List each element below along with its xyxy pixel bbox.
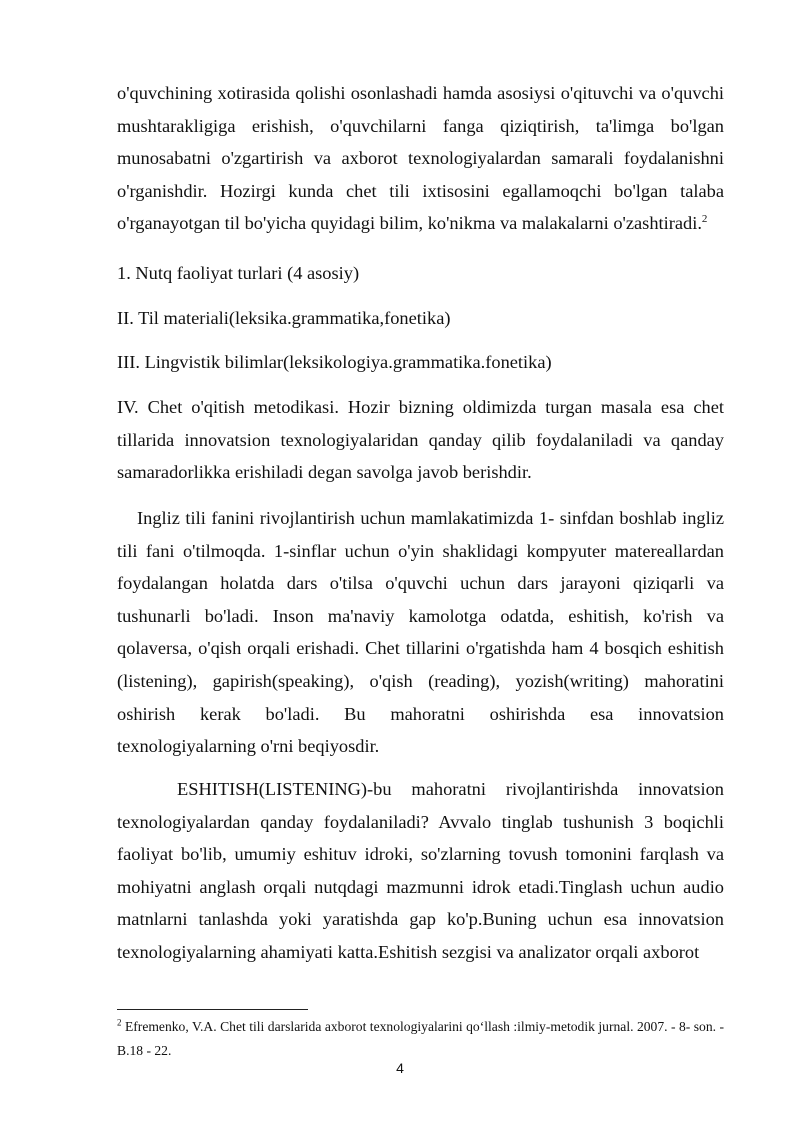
footnote <box>117 1015 724 1063</box>
list-item-3: III. Lingvistik bilimlar(leksikologiya.grammatika.fonetika) <box>117 352 552 372</box>
paragraph-2: IV. Chet o'qitish metodikasi. Hozir bizning oldimizda turgan masala esa chet tillarida innovatsion texnologiyalaridan qanday qilib foydalaniladi va qanday samaradorlikka erishiladi degan savolga javob berishdir. <box>117 397 724 483</box>
paragraph-4: ESHITISH(LISTENING)-bu mahoratni rivojlantirishda innovatsion texnologiyalardan qanday foydalaniladi? Avvalo tinglab tushunish 3 boqichli faoliyat bo'lib, umumiy eshituv idroki, so'zlarning tovush tomonini farqlash va mohiyatni anglash orqali nutqdagi mazmunni idrok etadi.Tinglash uchun audio matnlarni tanlashda yoki yaratishda gap ko'p.Buning uchun esa innovatsion texnologiyalarning ahamiyati katta.Eshitish sezgisi va analizator orqali axborot <box>117 779 724 962</box>
paragraph-3: Ingliz tili fanini rivojlantirish uchun mamlakatimizda 1- sinfdan boshlab ingliz tili fani o'tilmoqda. 1-sinflar uchun o'yin shaklidagi kompyuter matereallardan foydalangan holatda dars o'tilsa o'quvchi uchun dars jarayoni qiziqarli va tushunarli bo'ladi. Inson ma'naviy kamolotga odatda, eshitish, ko'rish va qolaversa, o'qish orqali erishadi. Chet tillarini o'rgatishda ham 4 bosqich eshitish (listening), gapirish(speaking), o'qish (reading), yozish(writing) mahoratini oshirish kerak bo'ladi. Bu mahoratni oshirishda esa innovatsion texnologiyalarning o'rni beqiyosdir. <box>117 508 724 757</box>
footnote-text: Efremenko, V.A. Chet tili darslarida axborot texnologiyalarini qo‘llash :ilmiy-metodik jurnal. 2007. - 8- son. - B.18 - 22. <box>117 1019 725 1058</box>
footnote-reference: 2 <box>701 213 708 226</box>
footnote-separator <box>117 1009 308 1010</box>
footnote-marker: 2 <box>117 1017 122 1028</box>
paragraph-1-text: o'quvchining xotirasida qolishi osonlashadi hamda asosiysi o'qituvchi va o'quvchi mushtarakligiga erishish, o'quvchilarni fanga qiziqtirish, ta'limga bo'lgan munosabatni o'zgartirish va axborot texnologiyalardan samarali foydalanishni o'rganishdir. Hozirgi kunda chet tili ixtisosini egallamoqchi bo'lgan talaba o'rganayotgan til bo'yicha quyidagi bilim, ko'nikma va malakalarni o'zashtiradi. <box>117 83 724 234</box>
list-item-2: II. Til materiali(leksika.grammatika,fonetika) <box>117 308 451 328</box>
page-number: 4 <box>396 1060 404 1076</box>
paragraph-1 <box>117 77 724 240</box>
list-item-1: 1. Nutq faoliyat turlari (4 asosiy) <box>117 263 360 283</box>
